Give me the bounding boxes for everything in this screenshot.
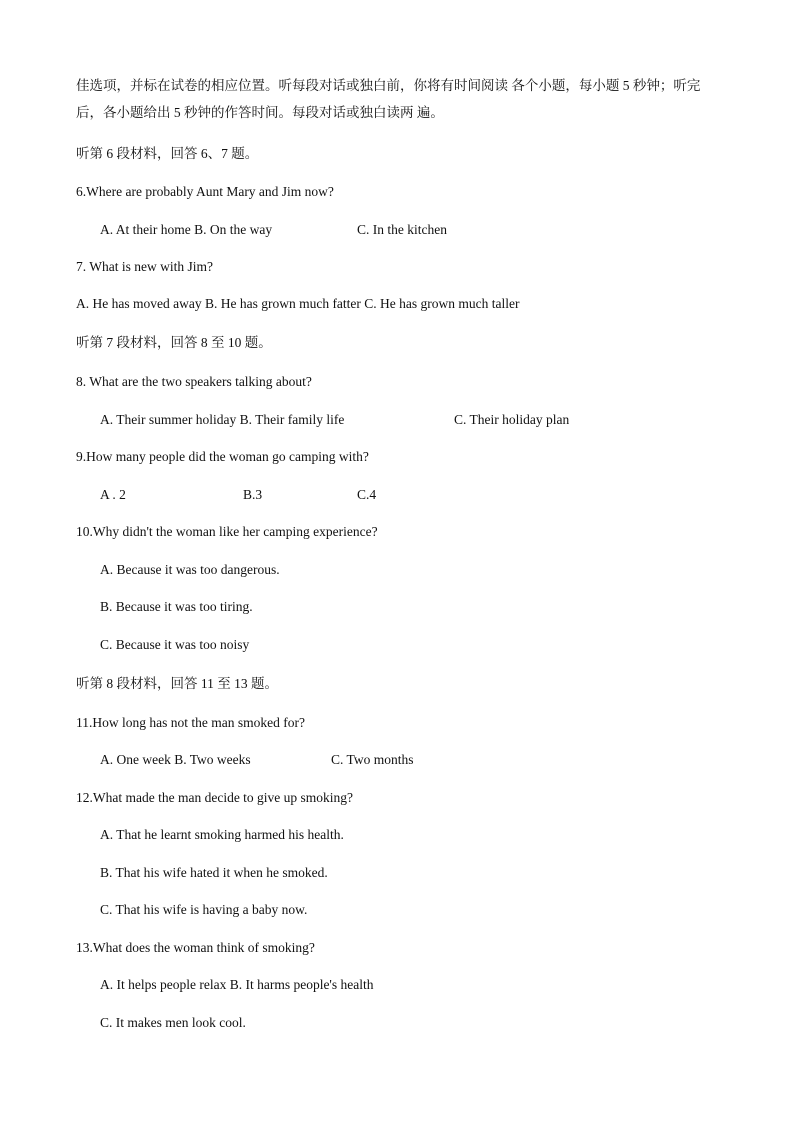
question-12-option-b: B. That his wife hated it when he smoked.	[100, 865, 328, 880]
question-12: 12.What made the man decide to give up smoking?	[76, 790, 354, 805]
instructions-paragraph: 佳选项，并标在试卷的相应位置。听每段对话或独白前，你将有时间阅读 各个小题，每小题 5 秒钟；听完后，各小题给出 5 秒钟的作答时间。每段对话或独白读两 遍。	[76, 78, 701, 120]
option-b: B.3	[243, 487, 263, 502]
question-9: 9.How many people did the woman go camping with?	[76, 449, 369, 464]
question-12-option-c: C. That his wife is having a baby now.	[100, 902, 308, 917]
option-a-b: A. One week B. Two weeks	[100, 752, 251, 767]
option-a-b: A. At their home B. On the way	[100, 222, 273, 237]
question-7: 7. What is new with Jim?	[76, 259, 213, 274]
question-6: 6.Where are probably Aunt Mary and Jim now?	[76, 184, 334, 199]
question-10: 10.Why didn't the woman like her camping experience?	[76, 524, 378, 539]
section-8-heading: 听第 8 段材料，回答 11 至 13 题。	[76, 676, 278, 691]
question-12-option-a: A. That he learnt smoking harmed his health.	[100, 827, 344, 842]
option-c: C. Two months	[331, 752, 414, 767]
option-a-b: A. Their summer holiday B. Their family life	[100, 412, 345, 427]
section-7-heading: 听第 7 段材料，回答 8 至 10 题。	[76, 335, 272, 350]
question-13-option-c: C. It makes men look cool.	[100, 1015, 246, 1030]
question-11: 11.How long has not the man smoked for?	[76, 715, 305, 730]
option-c: C.4	[357, 487, 377, 502]
question-7-options: A. He has moved away B. He has grown much fatter C. He has grown much taller	[76, 296, 520, 311]
question-8: 8. What are the two speakers talking about?	[76, 374, 312, 389]
question-10-option-c: C. Because it was too noisy	[100, 637, 250, 652]
option-a: A . 2	[100, 487, 126, 502]
question-13-options-ab: A. It helps people relax B. It harms people's health	[100, 977, 374, 992]
question-10-option-a: A. Because it was too dangerous.	[100, 562, 280, 577]
section-6-heading: 听第 6 段材料，回答 6、7 题。	[76, 146, 259, 161]
question-10-option-b: B. Because it was too tiring.	[100, 599, 253, 614]
question-13: 13.What does the woman think of smoking?	[76, 940, 315, 955]
option-c: C. Their holiday plan	[454, 412, 570, 427]
option-c: C. In the kitchen	[357, 222, 447, 237]
